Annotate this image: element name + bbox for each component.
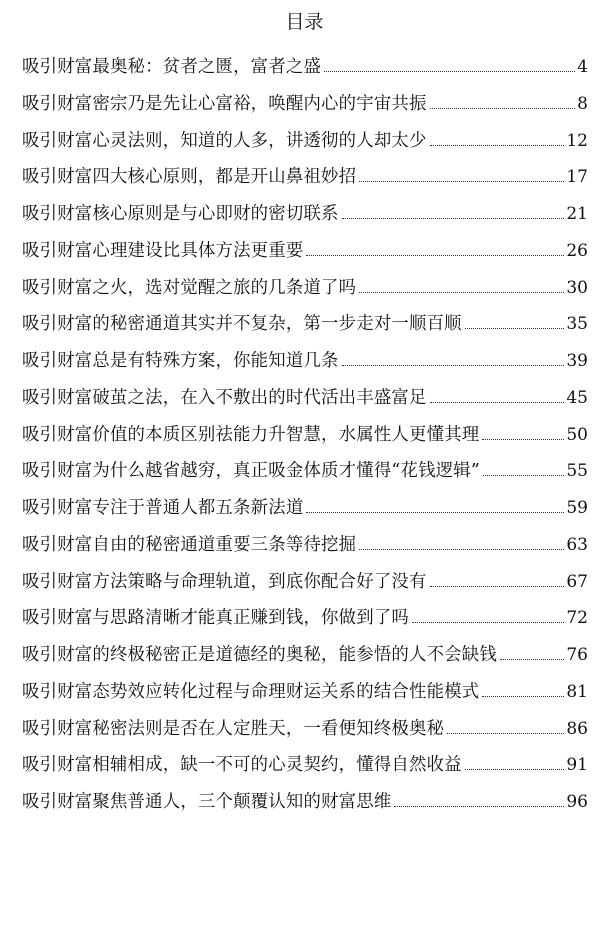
toc-page-number: 4: [577, 57, 588, 77]
toc-page-number: 8: [577, 93, 588, 114]
toc-page-number: 96: [566, 792, 588, 812]
toc-page-number: 76: [566, 645, 588, 665]
toc-dot-leader: [465, 312, 565, 329]
toc-entry[interactable]: [22, 717, 588, 754]
toc-dot-leader: [447, 717, 564, 734]
toc-dot-leader: [306, 239, 564, 256]
toc-entry[interactable]: [22, 753, 588, 790]
toc-page-number: 35: [566, 314, 588, 335]
toc-dot-leader: [306, 496, 564, 513]
toc-dot-leader: [342, 202, 565, 219]
toc-dot-leader: [483, 459, 564, 476]
toc-entry-title: 吸引财富破茧之法，在入不敷出的时代活出丰盛富足: [22, 387, 427, 408]
toc-entry-title: 吸引财富心理建设比具体方法更重要: [22, 240, 304, 261]
toc-entry-title: 吸引财富聚焦普通人，三个颠覆认知的财富思维: [22, 792, 392, 812]
toc-entry[interactable]: [22, 349, 588, 386]
toc-entry[interactable]: [22, 459, 588, 496]
toc-entry[interactable]: [22, 533, 588, 570]
toc-entry-title: 吸引财富专注于普通人都五条新法道: [22, 498, 304, 518]
toc-page-number: 91: [566, 755, 588, 776]
toc-entry-title: 吸引财富秘密法则是否在人定胜天，一看便知终极奥秘: [22, 718, 445, 739]
toc-list: [22, 55, 588, 827]
toc-entry[interactable]: [22, 55, 588, 92]
toc-entry[interactable]: [22, 276, 588, 313]
toc-entry[interactable]: [22, 92, 588, 129]
toc-dot-leader: [500, 643, 564, 660]
toc-entry-title: 吸引财富方法策略与命理轨道，到底你配合好了没有: [22, 571, 427, 592]
toc-entry[interactable]: [22, 606, 588, 643]
toc-entry-title: 吸引财富相辅相成，缺一不可的心灵契约，懂得自然收益: [22, 755, 462, 776]
toc-entry[interactable]: [22, 643, 588, 680]
toc-entry-title: 吸引财富最奥秘：贫者之匮，富者之盛: [22, 57, 322, 77]
toc-page-number: 39: [566, 351, 588, 371]
toc-dot-leader: [482, 423, 564, 440]
toc-entry[interactable]: [22, 423, 588, 460]
toc-dot-leader: [430, 92, 576, 109]
toc-entry-title: 吸引财富价值的本质区别祛能力升智慧，水属性人更懂其理: [22, 424, 480, 445]
page-title: 目录: [285, 11, 324, 33]
toc-dot-leader: [465, 753, 565, 770]
toc-page-number: 30: [566, 277, 588, 298]
toc-page-number: 26: [566, 240, 588, 261]
toc-page-number: 59: [566, 498, 588, 518]
toc-page-number: 21: [566, 204, 588, 224]
toc-dot-leader: [342, 349, 565, 366]
toc-entry-title: 吸引财富自由的秘密通道重要三条等待挖掘: [22, 534, 357, 555]
toc-entry-title: 吸引财富的终极秘密正是道德经的奥秘，能参悟的人不会缺钱: [22, 645, 497, 665]
toc-dot-leader: [394, 790, 564, 807]
toc-page-number: 55: [566, 461, 588, 482]
toc-dot-leader: [324, 55, 575, 72]
toc-entry[interactable]: [22, 312, 588, 349]
toc-entry-title: 吸引财富密宗乃是先让心富裕，唤醒内心的宇宙共振: [22, 93, 427, 114]
toc-dot-leader: [430, 386, 565, 403]
toc-page-number: 63: [566, 534, 588, 555]
toc-page-number: 50: [566, 424, 588, 445]
toc-entry[interactable]: [22, 165, 588, 202]
toc-page-number: 17: [566, 167, 588, 188]
toc-dot-leader: [482, 680, 564, 697]
toc-entry-title: 吸引财富为什么越省越穷，真正吸金体质才懂得“花钱逻辑”: [22, 461, 480, 482]
toc-entry-title: 吸引财富心灵法则，知道的人多，讲透彻的人却太少: [22, 130, 427, 151]
toc-dot-leader: [359, 165, 564, 182]
toc-dot-leader: [430, 570, 565, 587]
toc-page-number: 81: [566, 681, 588, 702]
toc-dot-leader: [359, 533, 564, 550]
toc-entry[interactable]: [22, 202, 588, 239]
toc-entry[interactable]: [22, 496, 588, 533]
toc-entry-title: 吸引财富与思路清晰才能真正赚到钱，你做到了吗: [22, 608, 409, 629]
toc-dot-leader: [430, 129, 565, 146]
toc-entry-title: 吸引财富态势效应转化过程与命理财运关系的结合性能模式: [22, 681, 480, 702]
toc-page-number: 45: [566, 387, 588, 408]
toc-entry[interactable]: [22, 239, 588, 276]
toc-entry-title: 吸引财富之火，选对觉醒之旅的几条道了吗: [22, 277, 357, 298]
toc-page-number: 67: [566, 571, 588, 592]
toc-entry-title: 吸引财富核心原则是与心即财的密切联系: [22, 204, 339, 224]
toc-dot-leader: [359, 276, 564, 293]
toc-entry[interactable]: [22, 680, 588, 717]
toc-page-number: 12: [566, 130, 588, 151]
toc-entry[interactable]: [22, 790, 588, 827]
toc-entry[interactable]: [22, 386, 588, 423]
toc-dot-leader: [412, 606, 564, 623]
toc-entry-title: 吸引财富的秘密通道其实并不复杂，第一步走对一顺百顺: [22, 314, 462, 335]
toc-entry-title: 吸引财富总是有特殊方案，你能知道几条: [22, 351, 339, 371]
toc-entry-title: 吸引财富四大核心原则，都是开山鼻祖妙招: [22, 167, 357, 188]
toc-entry[interactable]: [22, 570, 588, 607]
toc-page-number: 72: [566, 608, 588, 629]
toc-entry[interactable]: [22, 129, 588, 166]
toc-page-number: 86: [566, 718, 588, 739]
